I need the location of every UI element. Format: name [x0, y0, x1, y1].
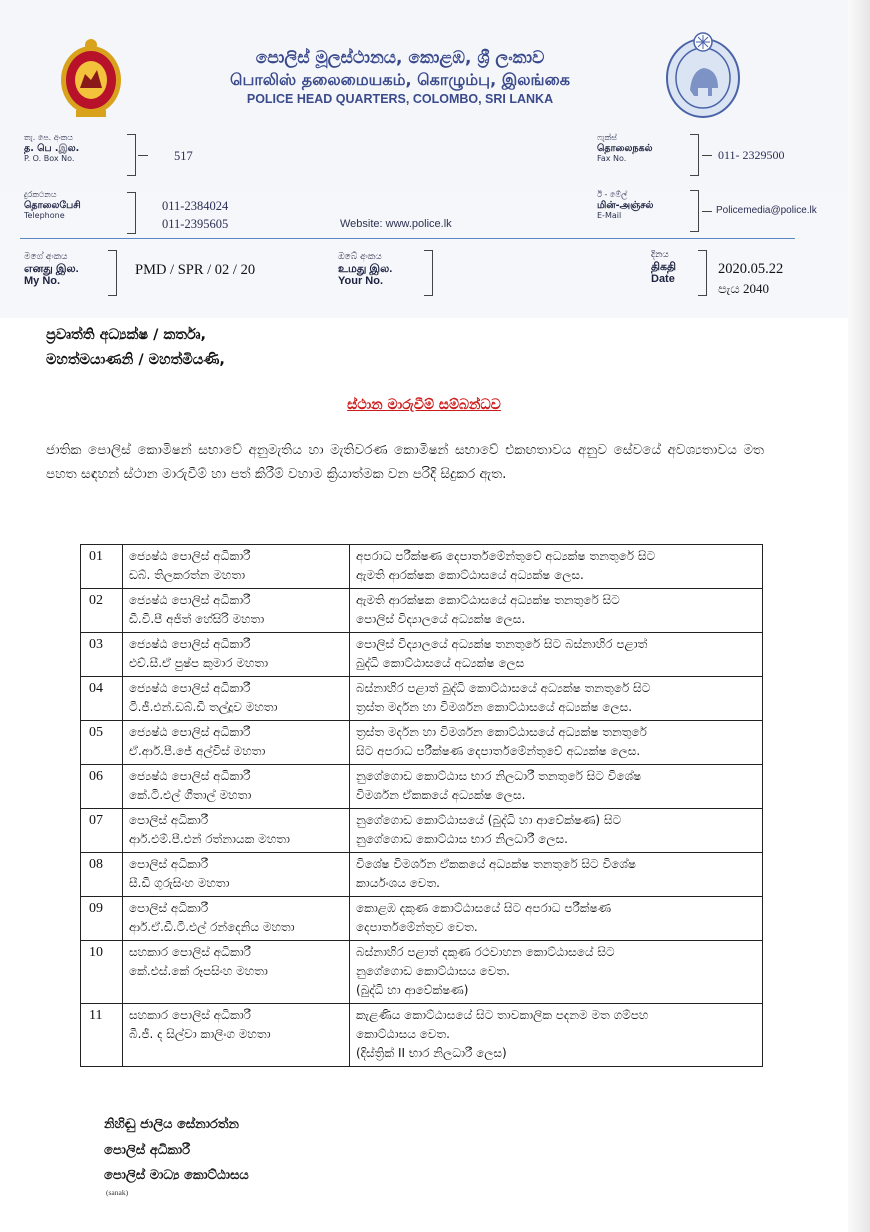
transfer-detail-line: අපරාධ පරීක්ෂණ දෙපාර්තමේන්තුවේ අධ්‍යක්ෂ තනතුරේ සිට — [356, 549, 656, 563]
transfer-details-cell — [350, 897, 763, 941]
table-row — [81, 1004, 763, 1067]
email-value: Policemedia@police.lk — [716, 205, 817, 216]
officer-name: ඩබ්. තිලකරත්න මහතා — [129, 568, 246, 582]
transfer-details-cell — [350, 765, 763, 809]
transfer-details-cell — [350, 589, 763, 633]
table-row — [81, 545, 763, 589]
transfer-detail-line: බස්නාහිර පළාත් දකුණ රථවාහන කොට්ඨාසයේ සිට — [356, 945, 615, 959]
officer-name: ඩී.වී.පී අජිත් හේසිරි මහතා — [129, 612, 265, 626]
transfer-detail-line: විමර්ශන ඒකකයේ අධ්‍යක්ෂ ලෙස. — [356, 788, 526, 802]
website-text: Website: www.police.lk — [340, 218, 452, 230]
transfer-detail-line: පොලිස් විද්‍යාලයේ අධ්‍යක්ෂ ලෙස. — [356, 612, 526, 626]
fax-label: ෆැක්ස් தொலைநகல் Fax No. — [597, 133, 653, 163]
officer-cell — [123, 721, 350, 765]
table-row — [81, 897, 763, 941]
subject-heading: ස්ථාන මාරුවීම් සම්බන්ධව — [347, 397, 501, 413]
signatory-name: නිහිඬු ජාලිය සේනාරත්න — [104, 1117, 239, 1132]
po-box-brace — [127, 134, 136, 176]
time-value: පැය 2040 — [718, 281, 770, 296]
officer-rank: ජ්‍යෙෂ්ඨ පොලිස් අධිකාරී — [129, 593, 251, 607]
police-emblem-icon — [662, 30, 744, 120]
officer-name: කේ.ටී.එල් ගීතාල් මහතා — [129, 788, 252, 802]
officer-rank: ජ්‍යෙෂ්ඨ පොලිස් අධිකාරී — [129, 549, 251, 563]
telephone-value-1: 011-2384024 — [162, 199, 229, 213]
transfer-detail-line: විශේෂ විමර්ශන ඒකකයේ අධ්‍යක්ෂ තනතුරේ සිට විශේෂ — [356, 857, 636, 871]
officer-rank: පොලිස් අධිකාරී — [129, 813, 209, 827]
row-number: 05 — [81, 721, 123, 765]
email-dash — [702, 211, 712, 212]
officer-name: කේ.එස්.කේ රූපසිංහ මහතා — [129, 964, 268, 978]
table-row — [81, 941, 763, 1004]
officer-cell — [123, 545, 350, 589]
transfer-detail-line: පොලිස් විද්‍යාලයේ අධ්‍යක්ෂ තනතුරේ සිට බස්නාහිර පළාත් — [356, 637, 648, 651]
header-divider — [20, 238, 795, 239]
addressee-line-2: මහත්මයාණනි / මහත්මියණි, — [46, 352, 225, 368]
officer-cell — [123, 677, 350, 721]
transfer-detail-line: ත්‍රස්ත මර්දන හා විමර්ශන කොට්ඨාසයේ අධ්‍යක්ෂ තනතුරේ — [356, 725, 647, 739]
row-number: 07 — [81, 809, 123, 853]
officer-rank: ජ්‍යෙෂ්ඨ පොලිස් අධිකාරී — [129, 637, 251, 651]
row-number: 09 — [81, 897, 123, 941]
telephone-value-2: 011-2395605 — [162, 217, 229, 231]
transfers-table — [80, 544, 763, 1067]
signatory-office: පොලිස් මාධ්‍ය කොට්ඨාසය — [104, 1168, 249, 1183]
telephone-label: දුරකථනය தொலைபேசி Telephone — [24, 190, 81, 220]
email-label: ඊ - මේල් மின்-அஞ்சல் E-Mail — [597, 190, 654, 220]
officer-rank: සහකාර පොලිස් අධිකාරී — [129, 945, 251, 959]
transfer-detail-line: කොට්ඨාසය වෙත. — [356, 1027, 450, 1041]
transfer-details-cell — [350, 545, 763, 589]
transfer-detail-line: (බුද්ධි හා ආවේක්ෂණ) — [356, 983, 469, 997]
row-number: 06 — [81, 765, 123, 809]
officer-name: ටී.ජී.එන්.ඩබ්.ඩී තල්දූව මහතා — [129, 700, 278, 714]
officer-cell — [123, 897, 350, 941]
officer-cell — [123, 765, 350, 809]
officer-name: ආර්.එම්.පී.එන් රත්නායක මහතා — [129, 832, 290, 846]
transfer-detail-line: නුගේගොඩ කොට්ඨාස භාර නිලධාරී ලෙස. — [356, 832, 568, 846]
table-row — [81, 853, 763, 897]
po-box-value: 517 — [174, 149, 193, 163]
officer-name: එච්.සී.ඒ පුෂ්ප කුමාර මහතා — [129, 656, 269, 670]
date-value: 2020.05.22 — [718, 261, 784, 277]
transfer-detail-line: ත්‍රස්ත මර්දන හා විමර්ශන කොට්ඨාසයේ අධ්‍යක්ෂ ලෙස. — [356, 700, 633, 714]
table-row — [81, 633, 763, 677]
officer-cell — [123, 809, 350, 853]
table-row — [81, 809, 763, 853]
transfer-details-cell — [350, 809, 763, 853]
my-no-brace — [108, 250, 117, 296]
table-row — [81, 677, 763, 721]
officer-cell — [123, 589, 350, 633]
table-row — [81, 765, 763, 809]
officer-name: බී.ජී. ද සිල්වා කාලිංග මහතා — [129, 1027, 271, 1041]
date-brace — [698, 250, 707, 296]
org-name-english: POLICE HEAD QUARTERS, COLOMBO, SRI LANKA — [246, 92, 554, 106]
transfer-detail-line: නුගේගොඩ කොට්ඨාස භාර නිලධාරී තනතුරේ සිට විශේෂ — [356, 769, 642, 783]
transfer-detail-line: කොළඹ දකුණ කොට්ඨාසයේ සිට අපරාධ පරීක්ෂණ — [356, 901, 612, 915]
transfer-detail-line: බුද්ධි කොට්ඨාසයේ අධ්‍යක්ෂ ලෙස — [356, 656, 525, 670]
page-edge-shadow — [848, 0, 870, 1232]
transfer-detail-line: ඇමති ආරක්ෂක කොට්ඨාසයේ අධ්‍යක්ෂ තනතුරේ සිට — [356, 593, 620, 607]
officer-rank: සහකාර පොලිස් අධිකාරී — [129, 1008, 251, 1022]
addressee-line-1: ප්‍රවෘත්ති අධ්‍යක්ෂ / කර්තෘ, — [46, 327, 207, 343]
officer-name: ඒ.ආර්.පී.ජේ අල්විස් මහතා — [129, 744, 266, 758]
org-name-sinhala: පොලිස් මූලස්ථානය, කොළඹ, ශ්‍රී ලංකාව — [255, 48, 545, 68]
row-number: 01 — [81, 545, 123, 589]
officer-rank: ජ්‍යෙෂ්ඨ පොලිස් අධිකාරී — [129, 769, 251, 783]
row-number: 11 — [81, 1004, 123, 1067]
fax-value: 011- 2329500 — [718, 148, 785, 162]
transfer-detail-line: සිට අපරාධ පරීක්ෂණ දෙපාර්තමේන්තුවේ අධ්‍යක්ෂ ලෙස. — [356, 744, 641, 758]
po-box-label: තැ. පෙ. අංකය த. பெ .இல. P. O. Box No. — [24, 133, 80, 163]
officer-name: සී.ඩී ගුරුසිංහ මහතා — [129, 876, 230, 890]
officer-cell — [123, 853, 350, 897]
officer-cell — [123, 941, 350, 1004]
signatory-title: පොලිස් අධිකාරී — [104, 1143, 191, 1158]
officer-cell — [123, 1004, 350, 1067]
table-row — [81, 721, 763, 765]
date-label: දිනය திகதி Date — [651, 250, 677, 285]
org-name-tamil: பொலிஸ் தலைமையகம், கொழும்பு, இலங்கை — [230, 70, 570, 89]
officer-rank: ජ්‍යෙෂ්ඨ පොලිස් අධිකාරී — [129, 681, 251, 695]
officer-rank: පොලිස් අධිකාරී — [129, 857, 209, 871]
transfer-detail-line: දෙපාර්තමේන්තුව වෙත. — [356, 920, 478, 934]
transfer-detail-line: (දිස්ත්‍රික් II භාර නිලධාරී ලෙස) — [356, 1046, 507, 1060]
transfer-detail-line: නුගේගොඩ කොට්ඨාසයේ (බුද්ධි හා ආවේක්ෂණ) සිට — [356, 813, 622, 827]
transfer-detail-line: නුගේගොඩ කොට්ඨාසය වෙත. — [356, 964, 510, 978]
your-no-label: ඔබේ අංකය உமது இல. Your No. — [338, 252, 393, 287]
row-number: 04 — [81, 677, 123, 721]
fax-brace — [690, 134, 699, 176]
transfer-detail-line: කැළණිය කොට්ඨාසයේ සිට තාවකාලික පදනම මත ගම්පහ — [356, 1008, 649, 1022]
transfer-details-cell — [350, 941, 763, 1004]
typist-reference: (sanak) — [106, 1188, 129, 1197]
transfer-details-cell — [350, 853, 763, 897]
officer-rank: පොලිස් අධිකාරී — [129, 901, 209, 915]
transfer-details-cell — [350, 677, 763, 721]
transfer-detail-line: ඇමති ආරක්ෂක කොට්ඨාසයේ අධ්‍යක්ෂ ලෙස. — [356, 568, 584, 582]
row-number: 02 — [81, 589, 123, 633]
fax-dash — [702, 155, 712, 156]
officer-rank: ජ්‍යෙෂ්ඨ පොලිස් අධිකාරී — [129, 725, 251, 739]
transfer-detail-line: කාර්යංශය වෙත. — [356, 876, 440, 890]
officer-cell — [123, 633, 350, 677]
telephone-brace — [127, 192, 136, 234]
table-row — [81, 589, 763, 633]
row-number: 08 — [81, 853, 123, 897]
row-number: 10 — [81, 941, 123, 1004]
my-no-label: මගේ අංකය எனது இல. My No. — [24, 252, 79, 287]
transfer-details-cell — [350, 1004, 763, 1067]
email-brace — [690, 190, 699, 232]
po-box-dash — [138, 155, 148, 156]
sri-lanka-emblem-icon — [58, 36, 124, 120]
your-no-brace — [424, 250, 433, 296]
my-no-value: PMD / SPR / 02 / 20 — [135, 262, 256, 278]
row-number: 03 — [81, 633, 123, 677]
transfer-details-cell — [350, 633, 763, 677]
body-paragraph: ජාතික පොලිස් කොමිෂන් සභාවේ අනුමැතිය හා මැතිවරණ කොමිෂන් සභාවේ එකඟතාවය අනුව සේවයේ අවශ්‍යතාවය මත පහත සඳහන් ස්ථාන මාරුවීම් හා පත් කිරීම් වහාම ක්‍රියාත්මක වන පරිදි සිදුකර ඇත. — [46, 442, 764, 482]
transfer-detail-line: බස්නාහිර පළාත් බුද්ධි කොට්ඨාසයේ අධ්‍යක්ෂ තනතුරේ සිට — [356, 681, 651, 695]
transfer-details-cell — [350, 721, 763, 765]
officer-name: ආර්.ඒ.ඩී.ටී.එල් රන්දෙනිය මහතා — [129, 920, 295, 934]
